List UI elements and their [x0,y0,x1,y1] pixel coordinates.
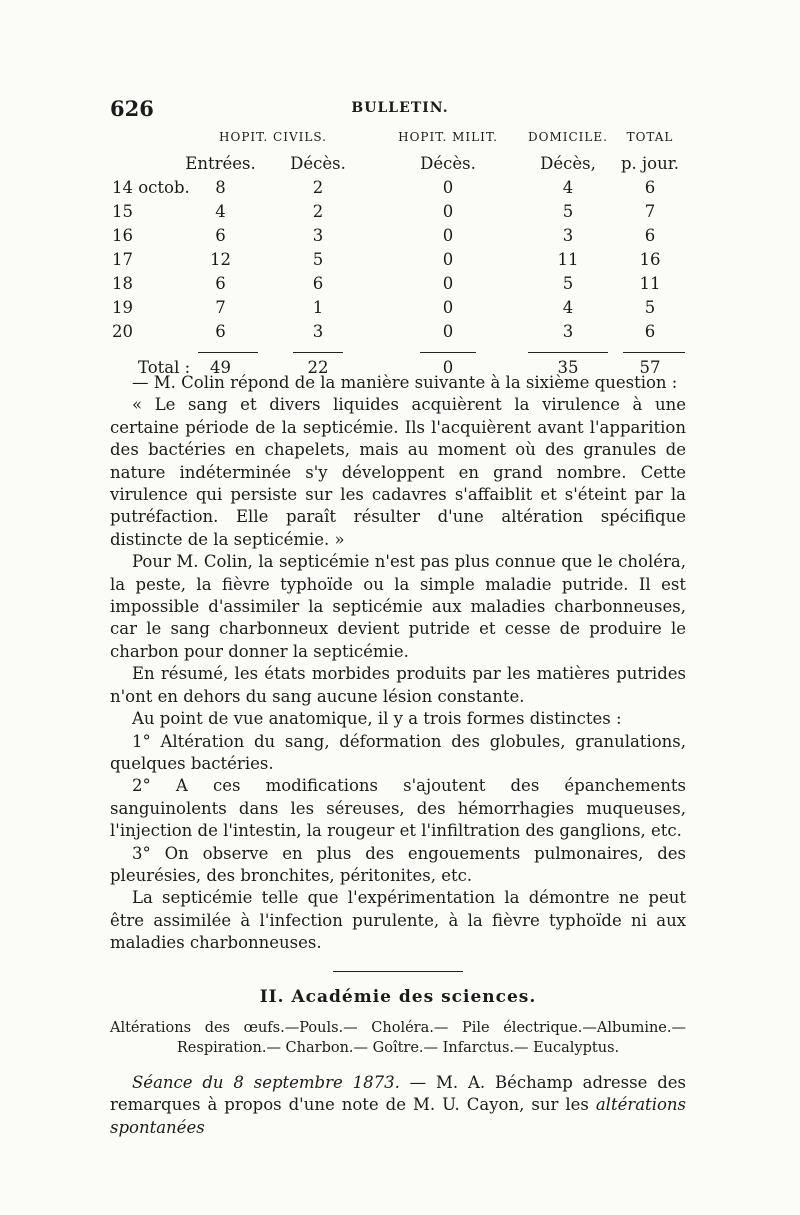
table-cell: 7 [644,202,656,221]
row-label: 20 [112,322,133,341]
session-italic-end: altérations spontanées [110,1095,686,1137]
table-cell: 3 [312,226,324,245]
rule [420,352,476,353]
total-value: 22 [307,358,329,377]
table-row [108,202,692,226]
table-cell: 6 [312,274,324,293]
table-row [108,298,692,322]
total-rules [108,346,692,358]
total-value: 57 [639,358,661,377]
paragraph: « Le sang et divers liquides acquièrent la virulence à une certaine période de la septicémie. Ils l'acquièrent avant l'apparition des bactéries en chapelets, mais au moment où des granules de nature indéterminée s'y développent en grand nombre. Cette virulence qui persiste sur les cadavres s'affaiblit et s'éteint par la putréfaction. Elle paraît résulter d'une altération spécifique distincte de la septicémie. » [110,395,686,549]
table-cell: 3 [312,322,324,341]
statistics-table [108,130,692,382]
table-cell: 12 [210,250,231,269]
section-divider [333,971,463,972]
table-cell: 6 [644,178,656,197]
table-cell: 11 [639,274,661,293]
table-cell: 6 [215,322,226,341]
row-label: 19 [112,298,133,317]
group-header: HOPIT. MILIT. [398,130,498,144]
group-header: DOMICILE. [528,130,608,144]
session-paragraph [110,1072,686,1139]
paragraph: En résumé, les états morbides produits par les matières putrides n'ont en dehors du sang aucune lésion constante. [110,664,686,706]
paragraph: Au point de vue anatomique, il y a trois formes distinctes : [132,709,622,729]
table-cell: 0 [442,298,454,317]
row-label: 14 octob. [112,178,190,197]
session-text: — M. A. Béchamp adresse des remarques à propos d'une note de M. U. Cayon, sur les [110,1072,686,1115]
table-cell: 6 [644,226,656,245]
group-header: TOTAL [626,130,674,144]
table-cell: 4 [215,202,226,221]
table-cell: 2 [312,178,324,197]
table-cell: 5 [562,274,574,293]
table-cell: 0 [442,178,454,197]
rule [198,352,258,353]
table-cell: 8 [215,178,226,197]
table-cell: 0 [442,322,454,341]
table-row [108,178,692,202]
table-group-header [108,130,692,154]
paragraph: Pour M. Colin, la septicémie n'est pas plus connue que le choléra, la peste, la fièvre typhoïde ou la simple maladie putride. Il est impossible d'assimiler la septicémie aux maladies charbonneuses, car le sang charbonneux devient putride et cesse de produire le charbon pour donner la septicémie. [110,552,686,661]
paragraph: La septicémie telle que l'expérimentation la démontre ne peut être assimilée à l'infection purulente, à la fièvre typhoïde ni aux maladies charbonneuses. [110,888,686,953]
table-cell: 6 [215,274,226,293]
total-label: Total : [138,358,191,377]
section-title: II. Académie des sciences. [259,986,537,1007]
table-cell: 6 [215,226,226,245]
paragraph: 1° Altération du sang, déformation des globules, granulations, quelques bactéries. [110,731,686,773]
table-cell: 7 [215,298,226,317]
sub-header: Décès, [540,154,596,173]
sub-header: Décès. [420,154,476,173]
table-row [108,250,692,274]
table-cell: 0 [442,226,454,245]
total-value: 49 [210,358,231,377]
sub-header: p. jour. [620,154,680,173]
paragraph: — M. Colin répond de la manière suivante à la sixième question : [132,373,678,392]
table-cell: 6 [644,322,656,341]
page-header [110,96,690,122]
sub-header: Décès. [290,154,346,173]
row-label: 17 [112,250,133,269]
table-cell: 1 [312,298,324,317]
table-sub-header [108,154,692,178]
row-label: 16 [112,226,133,245]
running-title: BULLETIN. [351,100,449,116]
page-number: 626 [110,96,154,121]
table-cell: 16 [639,250,661,269]
group-header: HOPIT. CIVILS. [219,130,327,144]
table-cell: 0 [442,202,454,221]
total-value: 0 [442,358,454,377]
session-date: Séance du 8 septembre 1873. [132,1072,400,1092]
table-cell: 4 [562,178,574,197]
table-cell: 5 [312,250,324,269]
total-value: 35 [557,358,579,377]
table-cell: 0 [442,274,454,293]
section-summary: Altérations des œufs.—Pouls.— Choléra.— Pile électrique.—Albumine.—Respiration.— Charbon.— Goître.— Infarctus.— Eucalyptus. [110,1019,686,1056]
paragraph: 2° A ces modifications s'ajoutent des épanchements sanguinolents dans les séreuses, des hémorrhagies muqueuses, l'injection de l'intestin, la rougeur et l'infiltration des ganglions, etc. [110,776,686,841]
row-label: 15 [112,202,133,221]
sub-header: Entrées. [185,154,256,173]
table-cell: 4 [562,298,574,317]
table-cell: 0 [442,250,454,269]
table-cell: 5 [644,298,656,317]
paragraph: 3° On observe en plus des engouements pulmonaires, des pleurésies, des bronchites, péritonites, etc. [110,843,686,885]
row-label: 18 [112,274,133,293]
table-row [108,322,692,346]
body-text [110,372,686,1139]
table-cell: 3 [562,226,574,245]
table-cell: 11 [557,250,579,269]
table-row [108,274,692,298]
table-row [108,226,692,250]
rule [528,352,608,353]
table-cell: 2 [312,202,324,221]
rule [293,352,343,353]
table-cell: 3 [562,322,574,341]
rule [623,352,685,353]
table-body [108,178,692,346]
table-cell: 5 [562,202,574,221]
